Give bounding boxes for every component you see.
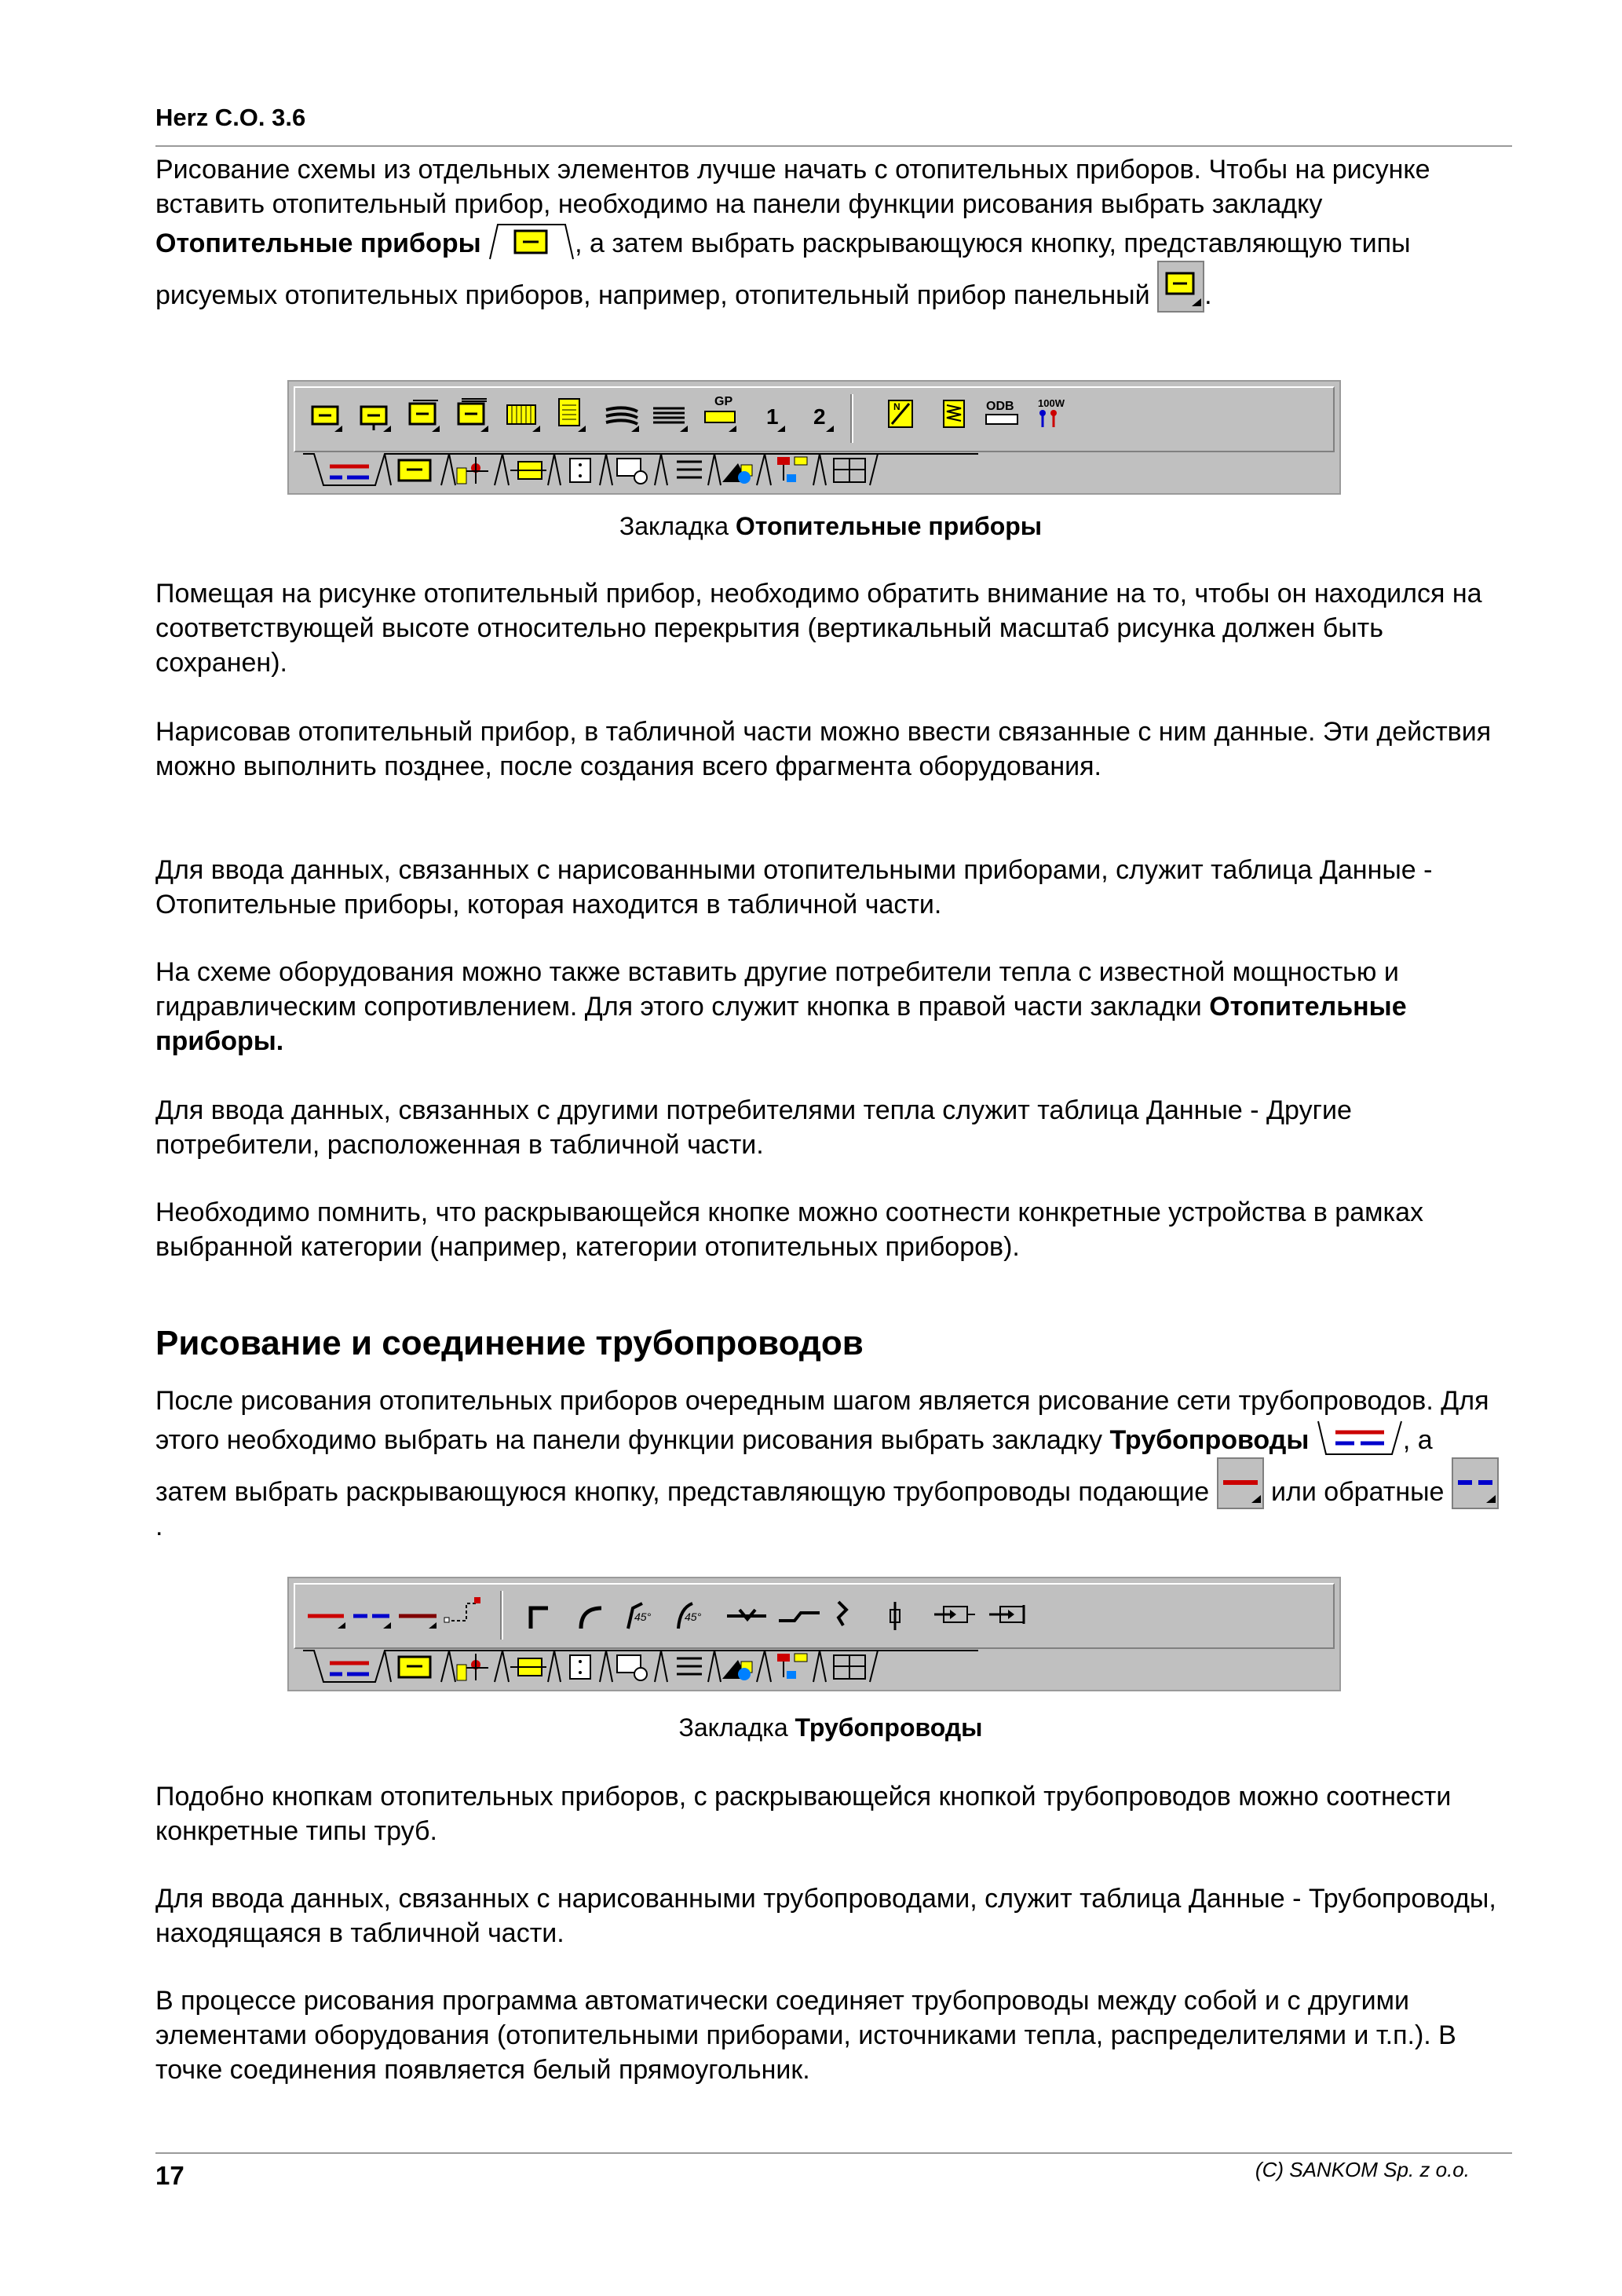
other-pipe-button[interactable] bbox=[399, 1616, 437, 1629]
bend-45-button[interactable] bbox=[678, 1603, 702, 1629]
radiator-button-two[interactable] bbox=[813, 404, 834, 432]
other-consumer-button-n[interactable] bbox=[889, 400, 912, 427]
vertical-connector-button[interactable] bbox=[890, 1602, 900, 1630]
gp-label: GP bbox=[714, 395, 733, 408]
drawing-tabs-strip-2 bbox=[303, 1649, 978, 1685]
radiator-button-gp[interactable] bbox=[705, 395, 736, 432]
bend-90-button[interactable] bbox=[581, 1608, 601, 1629]
tab-radiators-2[interactable] bbox=[399, 1657, 430, 1677]
radiator-button-2[interactable] bbox=[361, 407, 391, 432]
supply-pipe-button-icon bbox=[1217, 1457, 1264, 1509]
elbow-45-button[interactable] bbox=[628, 1603, 652, 1629]
two-label: 2 bbox=[813, 404, 826, 429]
tab-fittings-2[interactable] bbox=[510, 1658, 546, 1676]
tab-pipes-2[interactable] bbox=[330, 1663, 369, 1674]
tab-fittings[interactable] bbox=[510, 462, 546, 479]
tab-heat-sources[interactable] bbox=[457, 457, 488, 484]
paragraph-auto-connect: В процессе рисования программа автоматически соединяет трубопроводы между собой и с другими элементами оборудования (отопительными приборами, источниками тепла, распределителями и т.п.). В точке соединения появляется белый прямоугольник. bbox=[155, 1986, 1456, 2085]
return-pipe-button-icon bbox=[1452, 1457, 1499, 1509]
odb-label: ODB bbox=[986, 400, 1014, 413]
other-consumer-button-odb[interactable] bbox=[986, 400, 1017, 424]
tab-building[interactable] bbox=[834, 459, 865, 482]
tab-shapes-2[interactable] bbox=[722, 1660, 752, 1680]
other-consumer-button-100w[interactable] bbox=[1038, 397, 1065, 427]
tab-valves[interactable] bbox=[617, 459, 647, 484]
pipes-toolbar bbox=[287, 1577, 1341, 1691]
paragraph-pipe-types: Подобно кнопкам отопительных приборов, с раскрывающейся кнопкой трубопроводов можно соотнести конкретные типы труб. bbox=[155, 1782, 1452, 1846]
radiator-button-4[interactable] bbox=[458, 399, 488, 432]
elbow-90-button[interactable] bbox=[531, 1608, 548, 1629]
radiators-tab-icon bbox=[488, 221, 575, 261]
offset-button[interactable] bbox=[779, 1613, 820, 1621]
radiators-toolbar-buttons bbox=[294, 386, 1335, 452]
page-number: 17 bbox=[155, 2161, 184, 2190]
caption-radiators-tab: Закладка Отопительные приборы bbox=[619, 512, 1043, 540]
tab-lists[interactable] bbox=[677, 462, 702, 477]
b45-label: 45° bbox=[685, 1610, 702, 1623]
tab-radiators[interactable] bbox=[399, 460, 430, 481]
w-label: 100W bbox=[1038, 397, 1065, 409]
pipes-tab-icon bbox=[1317, 1418, 1403, 1457]
radiator-button-7[interactable] bbox=[606, 408, 639, 432]
tab-distributors[interactable] bbox=[570, 459, 590, 482]
tab-distributors-2[interactable] bbox=[570, 1655, 590, 1679]
drawing-tabs-strip bbox=[303, 452, 978, 488]
a45-label: 45° bbox=[634, 1610, 652, 1623]
tab-valves-2[interactable] bbox=[617, 1655, 647, 1680]
fitting-button[interactable] bbox=[727, 1610, 766, 1619]
header-divider bbox=[155, 145, 1512, 147]
paragraph-dropdown-note: Необходимо помнить, что раскрывающейся кнопке можно соотнести конкретные устройства в рамках выбранной категории (например, категории отопительных приборов). bbox=[155, 1197, 1424, 1262]
one-label: 1 bbox=[766, 404, 779, 429]
return-pipe-button[interactable] bbox=[353, 1616, 391, 1629]
tab-lists-2[interactable] bbox=[677, 1658, 702, 1674]
paragraph-pipes-table: Для ввода данных, связанных с нарисованными трубопроводами, служит таблица Данные - Трубопроводы, находящаяся в табличной части. bbox=[155, 1884, 1496, 1948]
document-header-title: Herz C.O. 3.6 bbox=[155, 104, 306, 131]
footer-divider bbox=[155, 2152, 1512, 2154]
pipes-toolbar-buttons bbox=[294, 1583, 1335, 1649]
paragraph-pipes-intro: После рисования отопительных приборов очередным шагом является рисование сети трубопроводов. Для этого необходимо выбрать на панели функции рисования выбрать закладку Трубопроводы , а затем выбрать раскрывающуюся кнопку, представляющую трубопроводы подающие или обратные . bbox=[155, 1384, 1506, 1544]
n-label: N bbox=[893, 401, 901, 412]
insert-branch-button[interactable] bbox=[934, 1607, 975, 1622]
crossover-button[interactable] bbox=[838, 1602, 846, 1625]
radiator-button-6[interactable] bbox=[559, 399, 586, 432]
supply-pipe-button[interactable] bbox=[308, 1616, 345, 1629]
connection-pipe-button[interactable] bbox=[444, 1597, 480, 1622]
radiator-button-one[interactable] bbox=[766, 404, 785, 432]
tab-shapes[interactable] bbox=[722, 463, 752, 484]
panel-radiator-button-icon bbox=[1157, 261, 1204, 313]
radiator-button-5[interactable] bbox=[507, 405, 540, 432]
radiator-button-1[interactable] bbox=[312, 407, 342, 432]
radiator-button-8[interactable] bbox=[653, 408, 688, 432]
paragraph-other-consumers-table: Для ввода данных, связанных с другими потребителями тепла служит таблица Данные - Другие потребители, расположенная в табличной части. bbox=[155, 1095, 1352, 1160]
tab-building-2[interactable] bbox=[834, 1655, 865, 1679]
paragraph-radiators-table: Для ввода данных, связанных с нарисованными отопительными приборами, служит таблица Данные - Отопительные приборы, которая находится в табличной части. bbox=[155, 855, 1433, 919]
other-consumer-button-coil[interactable] bbox=[944, 400, 964, 427]
tab-structure-2[interactable] bbox=[777, 1654, 807, 1679]
paragraph-intro: Рисование схемы из отдельных элементов лучше начать с отопительных приборов. Чтобы на рисунке вставить отопительный прибор, необходимо на панели функции рисования выбрать закладку Отопительные приборы , а затем выбрать раскрывающуюся кнопку, представляющую типы рисуемых отопительных приборов, например, отопительный прибор панельный . bbox=[155, 152, 1506, 313]
paragraph-placement: Помещая на рисунке отопительный прибор, необходимо обратить внимание на то, чтобы он находился на соответствующей высоте относительно перекрытия (вертикальный масштаб рисунка должен быть сохранен). bbox=[155, 579, 1482, 678]
caption-pipes-tab: Закладка Трубопроводы bbox=[678, 1713, 983, 1742]
paragraph-table-data: Нарисовав отопительный прибор, в табличной части можно ввести связанные с ним данные. Эти действия можно выполнить позднее, после создания всего фрагмента оборудования. bbox=[155, 717, 1492, 781]
section-heading: Рисование и соединение трубопроводов bbox=[155, 1324, 864, 1362]
radiator-button-3[interactable] bbox=[410, 400, 440, 432]
tab-structure[interactable] bbox=[777, 457, 807, 482]
paragraph-other-consumers: На схеме оборудования можно также вставить другие потребители тепла с известной мощностью и гидравлическим сопротивлением. Для этого служит кнопка в правой части закладки Отопительные приборы. bbox=[155, 957, 1407, 1056]
copyright-notice: (C) SANKOM Sp. z o.o. bbox=[1255, 2158, 1470, 2181]
tab-heat-sources-2[interactable] bbox=[457, 1654, 488, 1680]
insert-end-button[interactable] bbox=[989, 1605, 1024, 1624]
radiators-toolbar bbox=[287, 380, 1341, 495]
tab-pipes[interactable] bbox=[330, 466, 369, 477]
